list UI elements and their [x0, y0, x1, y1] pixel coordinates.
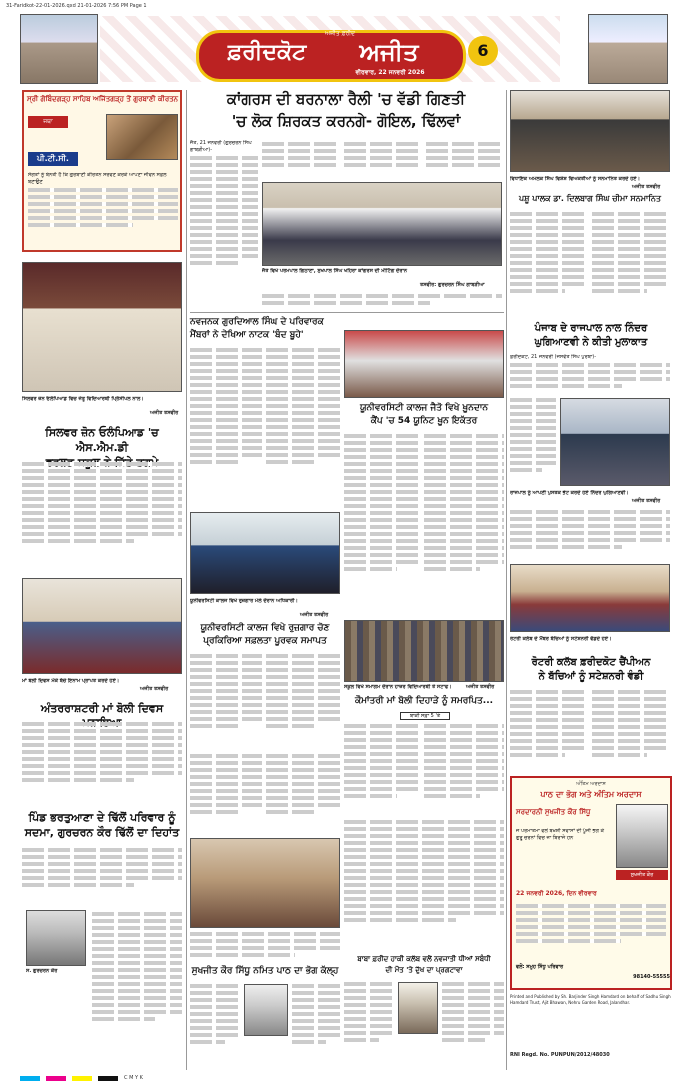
baba-farid-headline-2: ਦੀ ਮੌਤ 'ਤੇ ਦੁੱਖ ਦਾ ਪ੍ਰਗਟਾਵਾ — [385, 966, 463, 974]
middle-body-5 — [190, 930, 340, 960]
kids-day-headline: ਅੰਤਰਰਾਸ਼ਟਰੀ ਮਾਂ ਬੋਲੀ ਦਿਵਸ — [40, 702, 164, 715]
employment-body-2 — [266, 652, 340, 748]
kids-day-credit: ਅਜੀਤ ਤਸਵੀਰ — [140, 686, 169, 692]
lead-photo — [262, 182, 502, 266]
right-top-caption: ਵਿਧਾਇਕ ਅਮੋਲਕ ਸਿੰਘ ਵਿਸ਼ੇਸ਼ ਵਿਅਕਤੀਆਂ ਨੂੰ ਸਨਮਾਨਿਤ ਕਰਦੇ ਹੋਏ। — [510, 176, 640, 182]
governor-headline-1: ਪੰਜਾਬ ਦੇ ਰਾਜਪਾਲ ਨਾਲ ਨਿੰਦਰ — [534, 323, 648, 334]
middle-body-1 — [190, 752, 262, 832]
col-divider-1 — [186, 90, 187, 1070]
rotary-body-1 — [510, 688, 588, 772]
rotary-photo — [510, 564, 670, 632]
masthead-kicker: ਅਜੀਤ ਫ਼ਰੀਦ — [324, 30, 356, 37]
mother-tongue-section-tag: ਬਾਕੀ ਸਫ਼ਾ 5 'ਤੇ — [400, 712, 450, 720]
left-ad-temple-photo — [106, 114, 178, 160]
middle-event-photo — [190, 838, 340, 928]
baba-farid-photo — [398, 982, 438, 1034]
governor-caption: ਰਾਜਪਾਲ ਨੂੰ ਆਪਣੀ ਪੁਸਤਕ ਭੇਟ ਕਰਦੇ ਹੋਏ ਨਿੰਦਰ ਘੁਗਿਆਣਵੀ। — [510, 490, 629, 496]
mother-tongue-headline: ਕੌਮਾਂਤਰੀ ਮਾਂ ਬੋਲੀ ਦਿਹਾੜੇ ਨੂੰ ਸਮਰਪਿਤ... — [354, 696, 494, 706]
color-swatch-magenta — [46, 1076, 66, 1081]
right-top-photo — [510, 90, 670, 172]
mother-tongue-photo — [344, 620, 504, 682]
employment-credit: ਅਜੀਤ ਤਸਵੀਰ — [300, 612, 329, 618]
rotary-headline-1: ਰੋਟਰੀ ਕਲੱਬ ਫ਼ਰੀਦਕੋਟ ਚੈਂਪੀਅਨ — [531, 657, 651, 668]
lead-caption: ਜੈਤੋ ਵਿਖੇ ਪਰਮਪਾਲ ਗਿਠਾਣਾ, ਸੁਖਪਾਲ ਸਿੰਘ ਖਹਿਰਾ ਕਾਂਗਰਸ ਦੀ ਮੀਟਿੰਗ ਦੌਰਾਨ — [262, 268, 408, 274]
baba-farid-body-1 — [344, 980, 394, 1060]
obituary-phone: 98140-55555 — [633, 974, 670, 980]
olympiad-credit: ਅਜੀਤ ਤਸਵੀਰ — [150, 410, 179, 416]
drama-headline — [190, 316, 340, 342]
condolence-headline — [22, 810, 182, 840]
condolence-headline-1: ਪਿੰਡ ਭਰਤੁਆਣਾ ਦੇ ਢਿੱਲੋਂ ਪਰਿਵਾਰ ਨੂੰ — [28, 811, 176, 824]
middle-body-4 — [424, 722, 504, 812]
employment-caption: ਯੂਨੀਵਰਸਿਟੀ ਕਾਲਜ ਵਿਖੇ ਰੁਜ਼ਗਾਰ ਮੇਲੇ ਦੌਰਾਨ ਅਧਿਕਾਰੀ। — [190, 598, 298, 604]
lead-headline — [190, 88, 502, 132]
mother-tongue-credit: ਅਜੀਤ ਤਸਵੀਰ — [466, 684, 495, 690]
right-top-body-2 — [592, 210, 670, 320]
left-ad-body: ਸੰਗਤਾਂ ਨੂੰ ਬੇਨਤੀ ਹੈ ਕਿ ਗੁਰਬਾਣੀ ਕੀਰਤਨ ਸਰਵਣ ਕਰਕੇ ਆਪਣਾ ਜੀਵਨ ਸਫ਼ਲ ਬਣਾਉਣ — [28, 172, 178, 242]
kids-day-body — [22, 720, 182, 804]
col-divider-2 — [506, 90, 507, 1070]
governor-credit: ਅਜੀਤ ਤਸਵੀਰ — [632, 498, 661, 504]
governor-body-3 — [510, 508, 670, 558]
lead-body-col5 — [262, 292, 502, 308]
rotary-headline — [510, 656, 672, 684]
lead-body-col1: ਜੈਤੋ, 21 ਜਨਵਰੀ (ਗੁਰਚਰਨ ਸਿੰਘ ਗਾਬੜੀਆ)- — [190, 140, 258, 300]
center-divider-1 — [190, 312, 504, 313]
obituary-photo — [616, 804, 668, 868]
condolence-photo — [26, 910, 86, 966]
employment-headline-1: ਯੂਨੀਵਰਸਿਟੀ ਕਾਲਜ ਵਿਖੇ ਰੁਜ਼ਗਾਰ ਚੋਣ — [200, 623, 330, 633]
color-swatch-black — [98, 1076, 118, 1081]
color-swatch-cyan — [20, 1076, 40, 1081]
blood-camp-headline — [344, 402, 504, 428]
employment-headline-2: ਪ੍ਰਕਿਰਿਆ ਸਫ਼ਲਤਾ ਪੂਰਵਕ ਸਮਾਪਤ — [203, 636, 327, 646]
governor-body-2 — [510, 396, 556, 486]
condolence-headline-2: ਸਦਮਾ, ਗੁਰਚਰਨ ਕੌਰ ਢਿੱਲੋਂ ਦਾ ਦਿਹਾਂਤ — [24, 826, 180, 839]
middle-body-2 — [266, 752, 340, 832]
obituary-title: ਪਾਠ ਦਾ ਭੋਗ ਅਤੇ ਅੰਤਿਮ ਅਰਦਾਸ — [540, 790, 642, 799]
right-top-body-1 — [510, 210, 588, 320]
obituary-body — [516, 902, 666, 962]
baba-farid-headline — [344, 954, 504, 976]
masthead-title-right: ਅਜੀਤ — [359, 38, 419, 66]
obituary-ad — [510, 776, 672, 990]
baba-farid-body-2 — [442, 980, 504, 1060]
lead-body-col2 — [262, 140, 340, 180]
masthead-date: ਵੀਰਵਾਰ, 22 ਜਨਵਰੀ 2026 — [355, 69, 425, 76]
drama-body-1 — [190, 346, 262, 508]
rotary-headline-2: ਨੇ ਬੱਚਿਆਂ ਨੂੰ ਸਟੇਸ਼ਨਰੀ ਵੰਡੀ — [538, 671, 644, 682]
baba-farid-headline-1: ਬਾਬਾ ਫ਼ਰੀਦ ਹਾਕੀ ਕਲੱਬ ਵਲੋਂ ਨਵਜਾਤੀ ਧੀਆਂ ਸਬੰਧੀ — [357, 955, 491, 963]
left-ad-title: ਸ੍ਰੀ ਗੋਬਿੰਦਗੜ੍ਹ ਸਾਹਿਬ ਅਜਿੱਤਗੜ੍ਹ ਤੋਂ ਗੁਰਬਾਣੀ ਕੀਰਤਨ — [27, 95, 179, 103]
center-right-body-upper — [344, 818, 504, 948]
lead-headline-1: ਕਾਂਗਰਸ ਦੀ ਬਰਨਾਲਾ ਰੈਲੀ 'ਚ ਵੱਡੀ ਗਿਣਤੀ — [226, 90, 466, 108]
drama-headline-1: ਨਵਜਨਕ ਗੁਰਦਿਆਲ ਸਿੰਘ ਦੇ ਪਰਿਵਾਰਕ — [190, 317, 324, 327]
sukhjeet-body-1 — [190, 982, 240, 1062]
page-number: 6 — [468, 36, 498, 66]
blood-camp-headline-1: ਯੂਨੀਵਰਸਿਟੀ ਕਾਲਜ ਜੈਤੋ ਵਿਖੇ ਖ਼ੂਨਦਾਨ — [359, 403, 489, 413]
obituary-details: ਜੋ ਪਰਮਾਤਮਾ ਵਲੋਂ ਬਖ਼ਸ਼ੀ ਸਵਾਸਾਂ ਦੀ ਪੂੰਜੀ ਭੋਗ ਕੇ ਗੁਰੂ ਚਰਨਾਂ ਵਿਚ ਜਾ ਬਿਰਾਜੇ ਹਨ — [516, 828, 604, 841]
lead-body-col4 — [426, 140, 502, 180]
blood-camp-photo — [344, 330, 504, 398]
employment-photo — [190, 512, 340, 594]
mother-tongue-caption: ਸਕੂਲ ਵਿਖੇ ਸਮਾਗਮ ਦੌਰਾਨ ਹਾਜ਼ਰ ਵਿਦਿਆਰਥੀ ਤੇ ਸਟਾਫ। — [344, 684, 452, 690]
right-top-headline: ਪਸ਼ੂ ਪਾਲਕ ਡਾ. ਦਿਲਬਾਗ ਸਿੰਘ ਚੀਮਾ ਸਨਮਾਨਿਤ — [519, 194, 661, 203]
masthead-title-left: ਫ਼ਰੀਦਕੋਟ — [227, 40, 307, 65]
obituary-family: ਵਲੋਂ: ਸਮੂਹ ਸਿੱਧੂ ਪਰਿਵਾਰ — [516, 964, 564, 970]
left-ad-tag: ਜਥਾ — [28, 116, 68, 128]
masthead-right-photo — [588, 14, 668, 84]
sukhjeet-body-2 — [292, 982, 340, 1062]
olympiad-caption: ਸਿਲਵਰ ਜ਼ੋਨ ਓਲੰਪਿਆਡ ਵਿਚ ਜੇਤੂ ਵਿਦਿਆਰਥੀ ਪ੍ਰਿੰਸੀਪਲ ਨਾਲ। — [22, 396, 144, 402]
blood-camp-body-1 — [344, 432, 420, 610]
blood-camp-headline-2: ਕੈਂਪ 'ਚ 54 ਯੂਨਿਟ ਖ਼ੂਨ ਇਕੱਤਰ — [370, 416, 478, 426]
print-strip: 31-Faridkot-22-01-2026.qxd 21-01-2026 7:56 PM Page 1 — [6, 3, 147, 9]
lead-photo-credit: ਤਸਵੀਰ: ਗੁਰਚਰਨ ਸਿੰਘ ਗਾਬੜੀਆ — [420, 282, 485, 288]
condolence-photo-label: ਸ. ਗੁਰਚਰਨ ਕੌਰ — [26, 968, 58, 974]
right-top-credit: ਅਜੀਤ ਤਸਵੀਰ — [632, 184, 661, 190]
publisher-note: Printed and Published by Sh. Barjinder Singh Hamdard on behalf of Sadhu Singh Hamdard Trust, Ajit Bhawan, Nehru Garden Road, Jalandhar. — [510, 994, 671, 1005]
obituary-date: 22 ਜਨਵਰੀ 2026, ਦਿਨ ਵੀਰਵਾਰ — [516, 890, 597, 897]
lead-headline-2: 'ਚ ਲੋਕ ਸ਼ਿਰਕਤ ਕਰਨਗੇ- ਗੋਇਲ, ਢਿੱਲਵਾਂ — [231, 112, 461, 130]
lead-body-col3 — [344, 140, 422, 180]
obituary-photo-label: ਸੁਖਜੀਤ ਕੌਰ — [616, 870, 668, 880]
bottom-strip — [20, 1074, 660, 1082]
governor-body-1: ਫ਼ਰੀਦਕੋਟ, 21 ਜਨਵਰੀ (ਜਸਵੰਤ ਸਿੰਘ ਪੁਰਬਾ)- — [510, 354, 670, 394]
rotary-body-2 — [592, 688, 670, 772]
olympiad-body — [22, 460, 182, 570]
color-swatch-yellow — [72, 1076, 92, 1081]
employment-headline — [190, 622, 340, 648]
kids-day-photo — [22, 578, 182, 674]
governor-headline-2: ਘੁਗਿਆਣਵੀ ਨੇ ਕੀਤੀ ਮੁਲਾਕਾਤ — [534, 337, 648, 348]
drama-body-2 — [266, 346, 340, 508]
drama-headline-2: ਮੈਂਬਰਾਂ ਨੇ ਦੇਖਿਆ ਨਾਟਕ 'ਬੰਦ ਬੂਹੇ' — [190, 330, 304, 340]
publisher-reg: RNI Regd. No. PUNPUN/2012/48030 — [510, 1052, 610, 1058]
masthead — [0, 12, 687, 86]
bottom-strip-label: C M Y K — [124, 1075, 143, 1081]
middle-body-3 — [344, 722, 420, 812]
employment-body-1 — [190, 652, 262, 748]
rotary-caption: ਰੋਟਰੀ ਕਲੱਬ ਦੇ ਮੈਂਬਰ ਬੱਚਿਆਂ ਨੂੰ ਸਟੇਸ਼ਨਰੀ ਵੰਡਦੇ ਹੋਏ। — [510, 636, 612, 642]
obituary-header: ਅੰਤਿਮ ਅਰਦਾਸ — [576, 781, 606, 787]
olympiad-headline-1: ਸਿਲਵਰ ਜ਼ੋਨ ਓਲੰਪਿਆਡ 'ਚ ਐਸ.ਐਮ.ਡੀ — [45, 426, 159, 454]
masthead-left-photo — [20, 14, 98, 84]
left-ad — [22, 90, 182, 252]
kids-day-caption: ਮਾਂ ਬੋਲੀ ਦਿਵਸ ਮੌਕੇ ਬੱਚੇ ਇਨਾਮ ਪ੍ਰਾਪਤ ਕਰਦੇ ਹੋਏ। — [22, 678, 120, 684]
left-ad-channel: ਪੀ.ਟੀ.ਸੀ. — [28, 152, 78, 166]
governor-photo — [560, 398, 670, 486]
sukhjeet-photo — [244, 984, 288, 1036]
condolence-body-2 — [92, 910, 182, 1060]
sukhjeet-headline: ਸੁਖਜੀਤ ਕੌਰ ਸਿੱਧੂ ਨਮਿਤ ਪਾਠ ਦਾ ਭੋਗ ਕੱਲ੍ਹ — [191, 966, 339, 976]
olympiad-photo — [22, 262, 182, 392]
blood-camp-body-2 — [424, 432, 504, 610]
governor-headline — [510, 322, 672, 350]
obituary-name: ਸਰਦਾਰਨੀ ਸੁਖਜੀਤ ਕੌਰ ਸਿੱਧੂ — [516, 808, 591, 816]
